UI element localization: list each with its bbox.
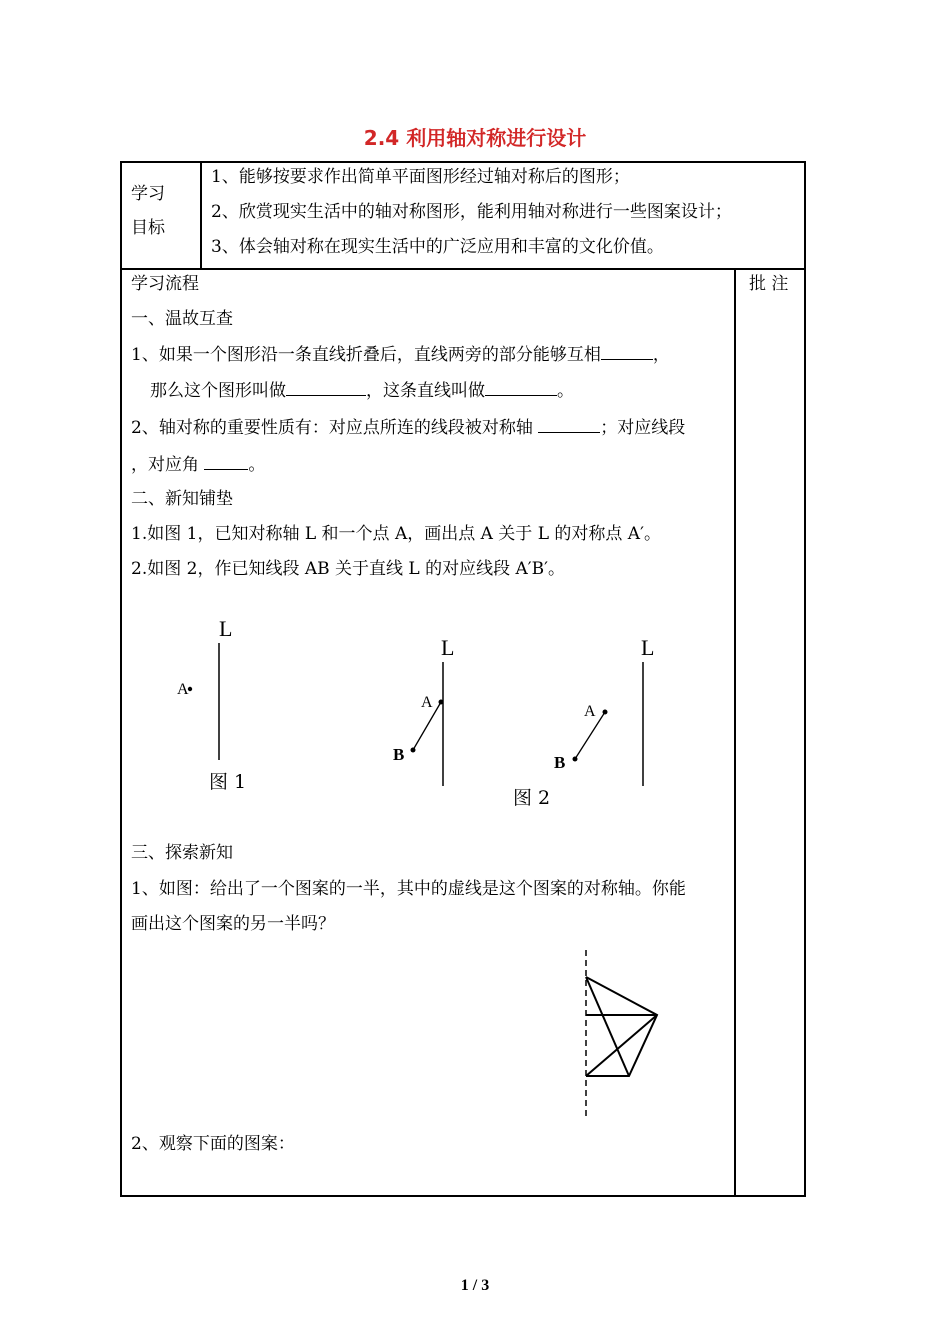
half-pattern-line bbox=[586, 977, 629, 1076]
objective-item: 2、欣赏现实生活中的轴对称图形，能利用轴对称进行一些图案设计； bbox=[211, 202, 732, 222]
point-label: B bbox=[554, 753, 566, 772]
question-part: ；对应线段 bbox=[600, 418, 686, 438]
question-part: 。 bbox=[557, 381, 574, 401]
fig2-point-a bbox=[603, 710, 608, 715]
question-part: ，对应角 bbox=[131, 455, 199, 475]
question-part: 2、轴对称的重要性质有：对应点所连的线段被对称轴 bbox=[131, 418, 533, 438]
page-title: 2.4 利用轴对称进行设计 bbox=[363, 126, 587, 150]
point-label: A bbox=[421, 694, 433, 711]
figure-caption: 图 1 bbox=[209, 771, 247, 793]
half-pattern-line bbox=[586, 1015, 657, 1076]
question-part: 。 bbox=[248, 455, 266, 475]
annotation-label: 批 注 bbox=[749, 274, 789, 294]
question-text: 2、观察下面的图案： bbox=[131, 1134, 295, 1154]
question-part: ， bbox=[652, 345, 670, 365]
axis-label: L bbox=[641, 635, 655, 660]
question-part: 那么这个图形叫做 bbox=[150, 381, 286, 401]
point-label: A bbox=[584, 703, 596, 720]
process-label: 学习流程 bbox=[131, 274, 199, 294]
point-label: B bbox=[393, 745, 405, 764]
figure-caption: 图 2 bbox=[513, 787, 551, 809]
axis-label: L bbox=[441, 635, 455, 660]
question-part: ，这条直线叫做 bbox=[366, 381, 485, 401]
task-text: 1.如图 1，已知对称轴 L 和一个点 A，画出点 A 关于 L 的对称点 A′。 bbox=[131, 524, 661, 544]
objectives-label: 学习 bbox=[131, 184, 165, 204]
objectives-label: 目标 bbox=[131, 218, 165, 238]
objective-item: 1、能够按要求作出简单平面图形经过轴对称后的图形； bbox=[211, 167, 630, 187]
question-text: 1、如图：给出了一个图案的一半，其中的虚线是这个图案的对称轴。你能 bbox=[131, 879, 686, 899]
question-part: 1、如果一个图形沿一条直线折叠后，直线两旁的部分能够互相 bbox=[131, 345, 601, 365]
section-heading: 二、新知铺垫 bbox=[131, 489, 233, 509]
point-label: A bbox=[177, 681, 189, 698]
fig2-point-b bbox=[573, 757, 578, 762]
page-number: 1 / 3 bbox=[460, 1277, 490, 1294]
fig2-point-b bbox=[411, 748, 416, 753]
fig2-point-a bbox=[439, 700, 444, 705]
axis-label: L bbox=[219, 616, 233, 641]
objective-item: 3、体会轴对称在现实生活中的广泛应用和丰富的文化价值。 bbox=[211, 237, 664, 257]
section-heading: 三、探索新知 bbox=[131, 843, 233, 863]
question-text: 画出这个图案的另一半吗？ bbox=[131, 914, 335, 934]
task-text: 2.如图 2，作已知线段 AB 关于直线 L 的对应线段 A′B′。 bbox=[131, 559, 566, 579]
section-heading: 一、温故互查 bbox=[131, 309, 233, 329]
